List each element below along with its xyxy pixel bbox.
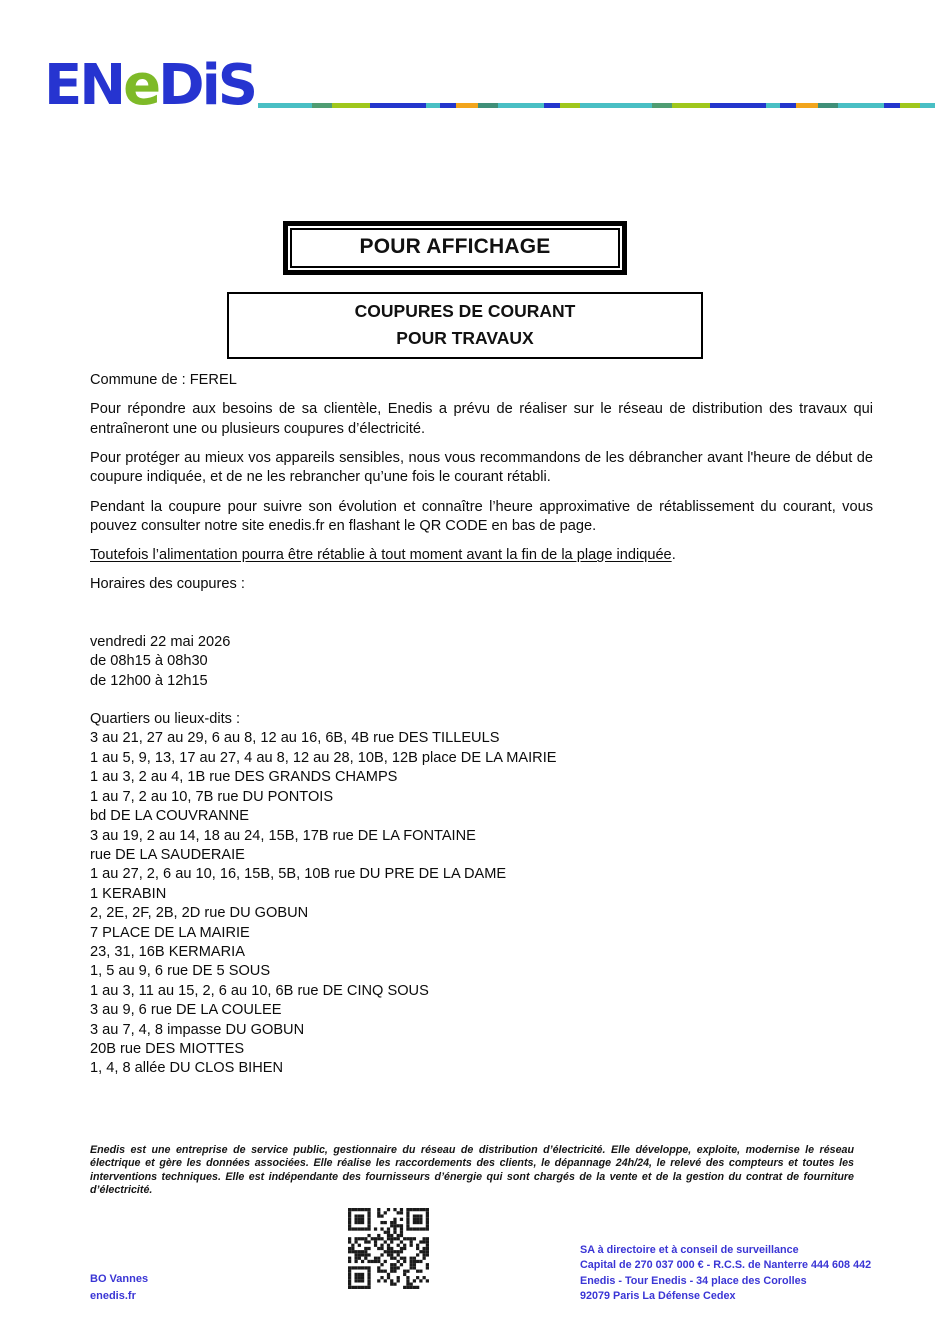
header-color-divider: [258, 103, 935, 108]
website-link: enedis.fr: [90, 1289, 136, 1302]
quartier-line: 1, 5 au 9, 6 rue DE 5 SOUS: [90, 963, 271, 980]
office-block: [90, 1271, 148, 1304]
paragraph-advice: Pour protéger au mieux vos appareils sensibles, nous vous recommandons de les débrancher avant l'heure de début de coupure indiquée, et de ne les rebrancher qu’une fois le courant rétabli.: [90, 450, 873, 486]
legal-block: [580, 1243, 871, 1304]
quartier-line: 23, 31, 16B KERMARIA: [90, 943, 245, 960]
enedis-logo: [44, 53, 256, 118]
paragraph-warning: [90, 546, 873, 565]
logo-text-green: e: [123, 53, 159, 118]
quartiers-list: [90, 729, 873, 1078]
paragraph-qrcode-info: Pendant la coupure pour suivre son évolution et connaître l’heure approximative de rétablissement du courant, vous pouvez consulter notre site enedis.fr en flashant le QR CODE en bas de page.: [90, 498, 873, 535]
warning-period: .: [671, 547, 676, 564]
quartier-line: 1 KERABIN: [90, 885, 167, 902]
company-description: Enedis est une entreprise de service public, gestionnaire du réseau de distribution d’électricité. Elle développe, exploite, modernise le réseau électrique et gère les données associées. Elle réalise les raccordements des clients, le dépannage 24h/24, le relevé des compteurs et toutes les interventions techniques. Elle est indépendante des fournisseurs d’énergie qui sont chargés de la vente et de la gestion du contrat de fourniture d’électricité.: [90, 1144, 854, 1197]
schedule-date: vendredi 22 mai 2026: [90, 633, 231, 650]
quartier-line: 1 au 5, 9, 13, 17 au 27, 4 au 8, 12 au 28, 10B, 12B place DE LA MAIRIE: [90, 749, 557, 766]
quartier-line: rue DE LA SAUDERAIE: [90, 846, 245, 863]
logo-text-blue-2: DiS: [158, 53, 256, 118]
coupures-box: [227, 292, 703, 359]
pour-affichage-box: [283, 221, 627, 275]
quartier-line: 3 au 7, 4, 8 impasse DU GOBUN: [90, 1021, 305, 1038]
qr-code: [348, 1208, 429, 1289]
quartier-line: 3 au 21, 27 au 29, 6 au 8, 12 au 16, 6B, 4B rue DES TILLEULS: [90, 730, 500, 747]
schedule-block: [90, 633, 873, 691]
quartier-line: 1 au 27, 2, 6 au 10, 16, 15B, 5B, 10B rue DU PRE DE LA DAME: [90, 866, 507, 883]
pour-affichage-title: POUR AFFICHAGE: [290, 228, 620, 268]
quartier-line: 1 au 3, 2 au 4, 1B rue DES GRANDS CHAMPS: [90, 769, 398, 786]
schedule-slot-2: de 12h00 à 12h15: [90, 672, 208, 689]
quartier-line: 7 PLACE DE LA MAIRIE: [90, 924, 250, 941]
paragraph-intro: Pour répondre aux besoins de sa clientèle, Enedis a prévu de réaliser sur le réseau de distribution des travaux qui entraîneront une ou plusieurs coupures d’électricité.: [90, 401, 873, 437]
coupures-title-line1: COUPURES DE COURANT: [354, 301, 576, 321]
quartier-line: 20B rue DES MIOTTES: [90, 1040, 245, 1057]
quartier-line: 3 au 19, 2 au 14, 18 au 24, 15B, 17B rue DE LA FONTAINE: [90, 827, 476, 844]
quartier-line: 3 au 9, 6 rue DE LA COULEE: [90, 1002, 282, 1019]
quartiers-label: Quartiers ou lieux-dits :: [90, 711, 241, 728]
schedule-slot-1: de 08h15 à 08h30: [90, 653, 208, 670]
quartier-line: 2, 2E, 2F, 2B, 2D rue DU GOBUN: [90, 905, 309, 922]
commune-line: Commune de : FEREL: [90, 372, 237, 388]
legal-line: Enedis - Tour Enedis - 34 place des Corolles: [580, 1274, 807, 1287]
document-body: [90, 371, 873, 1079]
legal-line: 92079 Paris La Défense Cedex: [580, 1289, 736, 1302]
legal-line: SA à directoire et à conseil de surveillance: [580, 1244, 799, 1256]
quartier-line: 1, 4, 8 allée DU CLOS BIHEN: [90, 1060, 284, 1077]
warning-underlined-text: Toutefois l’alimentation pourra être rétablie à tout moment avant la fin de la plage indiquée: [90, 547, 672, 564]
logo-text-blue-1: EN: [44, 53, 124, 118]
horaires-label: Horaires des coupures :: [90, 576, 245, 593]
quartier-line: bd DE LA COUVRANNE: [90, 808, 249, 825]
quartier-line: 1 au 3, 11 au 15, 2, 6 au 10, 6B rue DE CINQ SOUS: [90, 982, 429, 999]
quartier-line: 1 au 7, 2 au 10, 7B rue DU PONTOIS: [90, 788, 334, 805]
legal-line: Capital de 270 037 000 € - R.C.S. de Nanterre 444 608 442: [580, 1259, 872, 1272]
coupures-title-line2: POUR TRAVAUX: [396, 327, 534, 348]
office-name: BO Vannes: [90, 1273, 149, 1285]
